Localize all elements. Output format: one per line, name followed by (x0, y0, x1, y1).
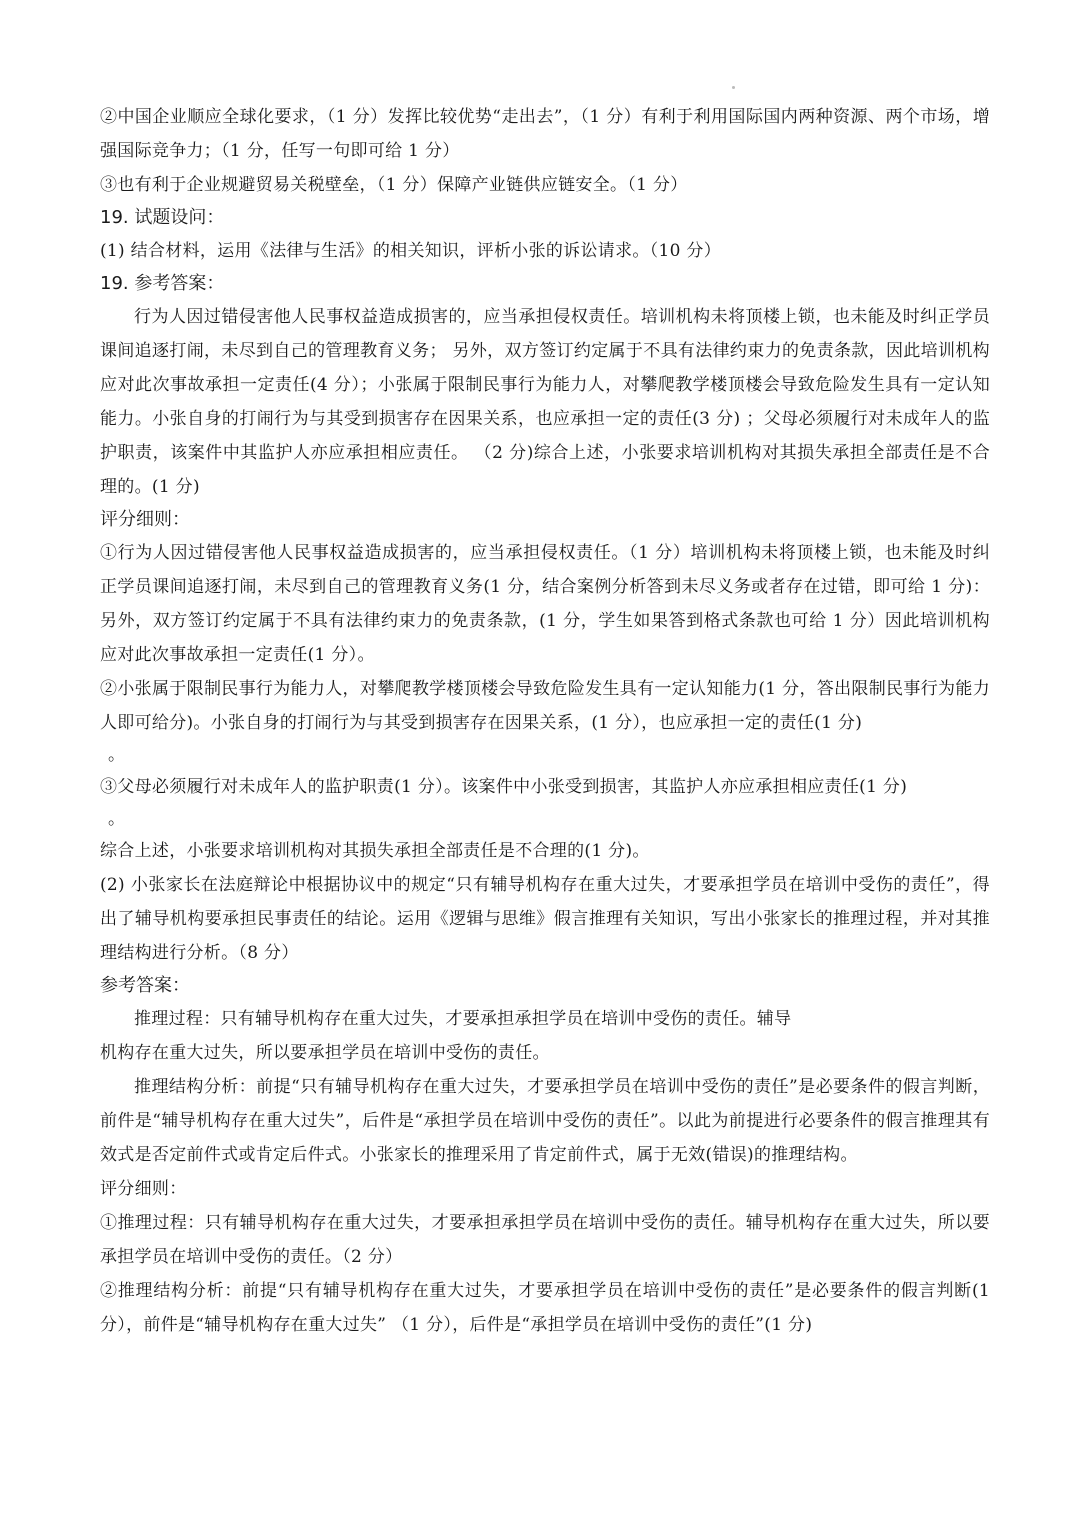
stray-period: 。 (108, 745, 125, 765)
answer-point-2: ②中国企业顺应全球化要求，（1 分）发挥比较优势“走出去”，（1 分）有利于利用国际国内两种资源、两个市场，增强国际竞争力；（1 分，任写一句即可给 1 分） (100, 107, 990, 161)
reference-answer-heading: 19. 参考答案： (100, 273, 225, 294)
scoring-rules-label-2: 评分细则： (100, 1179, 187, 1199)
reference-answer-paragraph: 行为人因过错侵害他人民事权益造成损害的，应当承担侵权责任。培训机构未将顶楼上锁，也未能及时纠正学员课间追逐打闹，未尽到自己的管理教育义务； 另外，双方签订约定属于不具有法律约束力的免责条款，因此培训机构应对此次事故承担一定责任(4 分）；小张属于限制民事行为能力人，对攀爬教学楼顶楼会导致危险发生具有一定认知能力。小张自身的打闹行为与其受到损害存在因果关系，也应承担一定的责任(3 分) ；父母必须履行对未成年人的监护职责，该案件中其监护人亦应承担相应责任。 （2 分)综合上述，小张要求培训机构对其损失承担全部责任是不合理的。(1 分) (100, 307, 990, 497)
question-part-2: (2) 小张家长在法庭辩论中根据协议中的规定“只有辅导机构存在重大过失，才要承担学员在培训中受伤的责任”，得出了辅导机构要承担民事责任的结论。运用《逻辑与思维》假言推理有关知识，写出小张家长的推理过程，并对其推理结构进行分析。（8 分） (100, 875, 990, 963)
scoring-summary: 综合上述，小张要求培训机构对其损失承担全部责任是不合理的(1 分)。 (100, 841, 650, 861)
scoring-rules-heading: 评分细则： (100, 509, 190, 530)
scoring-rule-1: ①行为人因过错侵害他人民事权益造成损害的，应当承担侵权责任。（1 分）培训机构未将顶楼上锁，也未能及时纠正学员课间追逐打闹，未尽到自己的管理教育义务(1 分，结合案例分析答到未尽义务或者存在过错，即可给 1 分)：另外，双方签订约定属于不具有法律约束力的免责条款，(1 分，学生如果答到格式条款也可给 1 分）因此培训机构应对此次事故承担一定责任(1 分）。 (100, 543, 990, 665)
reasoning-process-line-2: 机构存在重大过失，所以要承担学员在培训中受伤的责任。 (100, 1043, 550, 1063)
reference-answer-heading-2: 参考答案： (100, 975, 190, 996)
answer-point-3: ③也有利于企业规避贸易关税壁垒，（1 分）保障产业链供应链安全。（1 分） (100, 175, 688, 195)
scoring-rule-3: ③父母必须履行对未成年人的监护职责(1 分）。该案件中小张受到损害，其监护人亦应承担相应责任(1 分) (100, 777, 908, 797)
reasoning-structure-analysis: 推理结构分析：前提“只有辅导机构存在重大过失，才要承担学员在培训中受伤的责任”是必要条件的假言判断，前件是“辅导机构存在重大过失”，后件是“承担学员在培训中受伤的责任”。以此为前提进行必要条件的假言推理其有效式是否定前件式或肯定后件式。小张家长的推理采用了肯定前件式，属于无效(错误)的推理结构。 (100, 1077, 990, 1165)
document-page (100, 100, 990, 1342)
question-part-1: (1) 结合材料，运用《法律与生活》的相关知识，评析小张的诉讼请求。（10 分） (100, 241, 722, 261)
scoring-rule-reasoning-2: ②推理结构分析：前提“只有辅导机构存在重大过失，才要承担学员在培训中受伤的责任”是必要条件的假言判断(1 分），前件是“辅导机构存在重大过失” （1 分），后件是“承担学员在培训中受伤的责任”(1 分) (100, 1281, 990, 1335)
stray-period: 。 (108, 809, 125, 829)
question-heading: 19. 试题设问： (100, 207, 225, 228)
reasoning-process-line-1: 推理过程：只有辅导机构存在重大过失，才要承担承担学员在培训中受伤的责任。辅导 (134, 1009, 792, 1029)
scoring-rule-2: ②小张属于限制民事行为能力人，对攀爬教学楼顶楼会导致危险发生具有一定认知能力(1 分，答出限制民事行为能力人即可给分)。小张自身的打闹行为与其受到损害存在因果关系，(1 分），也应承担一定的责任(1 分) (100, 679, 990, 733)
scoring-rule-reasoning-1: ①推理过程：只有辅导机构存在重大过失，才要承担承担学员在培训中受伤的责任。辅导机构存在重大过失，所以要承担学员在培训中受伤的责任。（2 分） (100, 1213, 990, 1267)
scan-speck (732, 86, 735, 89)
